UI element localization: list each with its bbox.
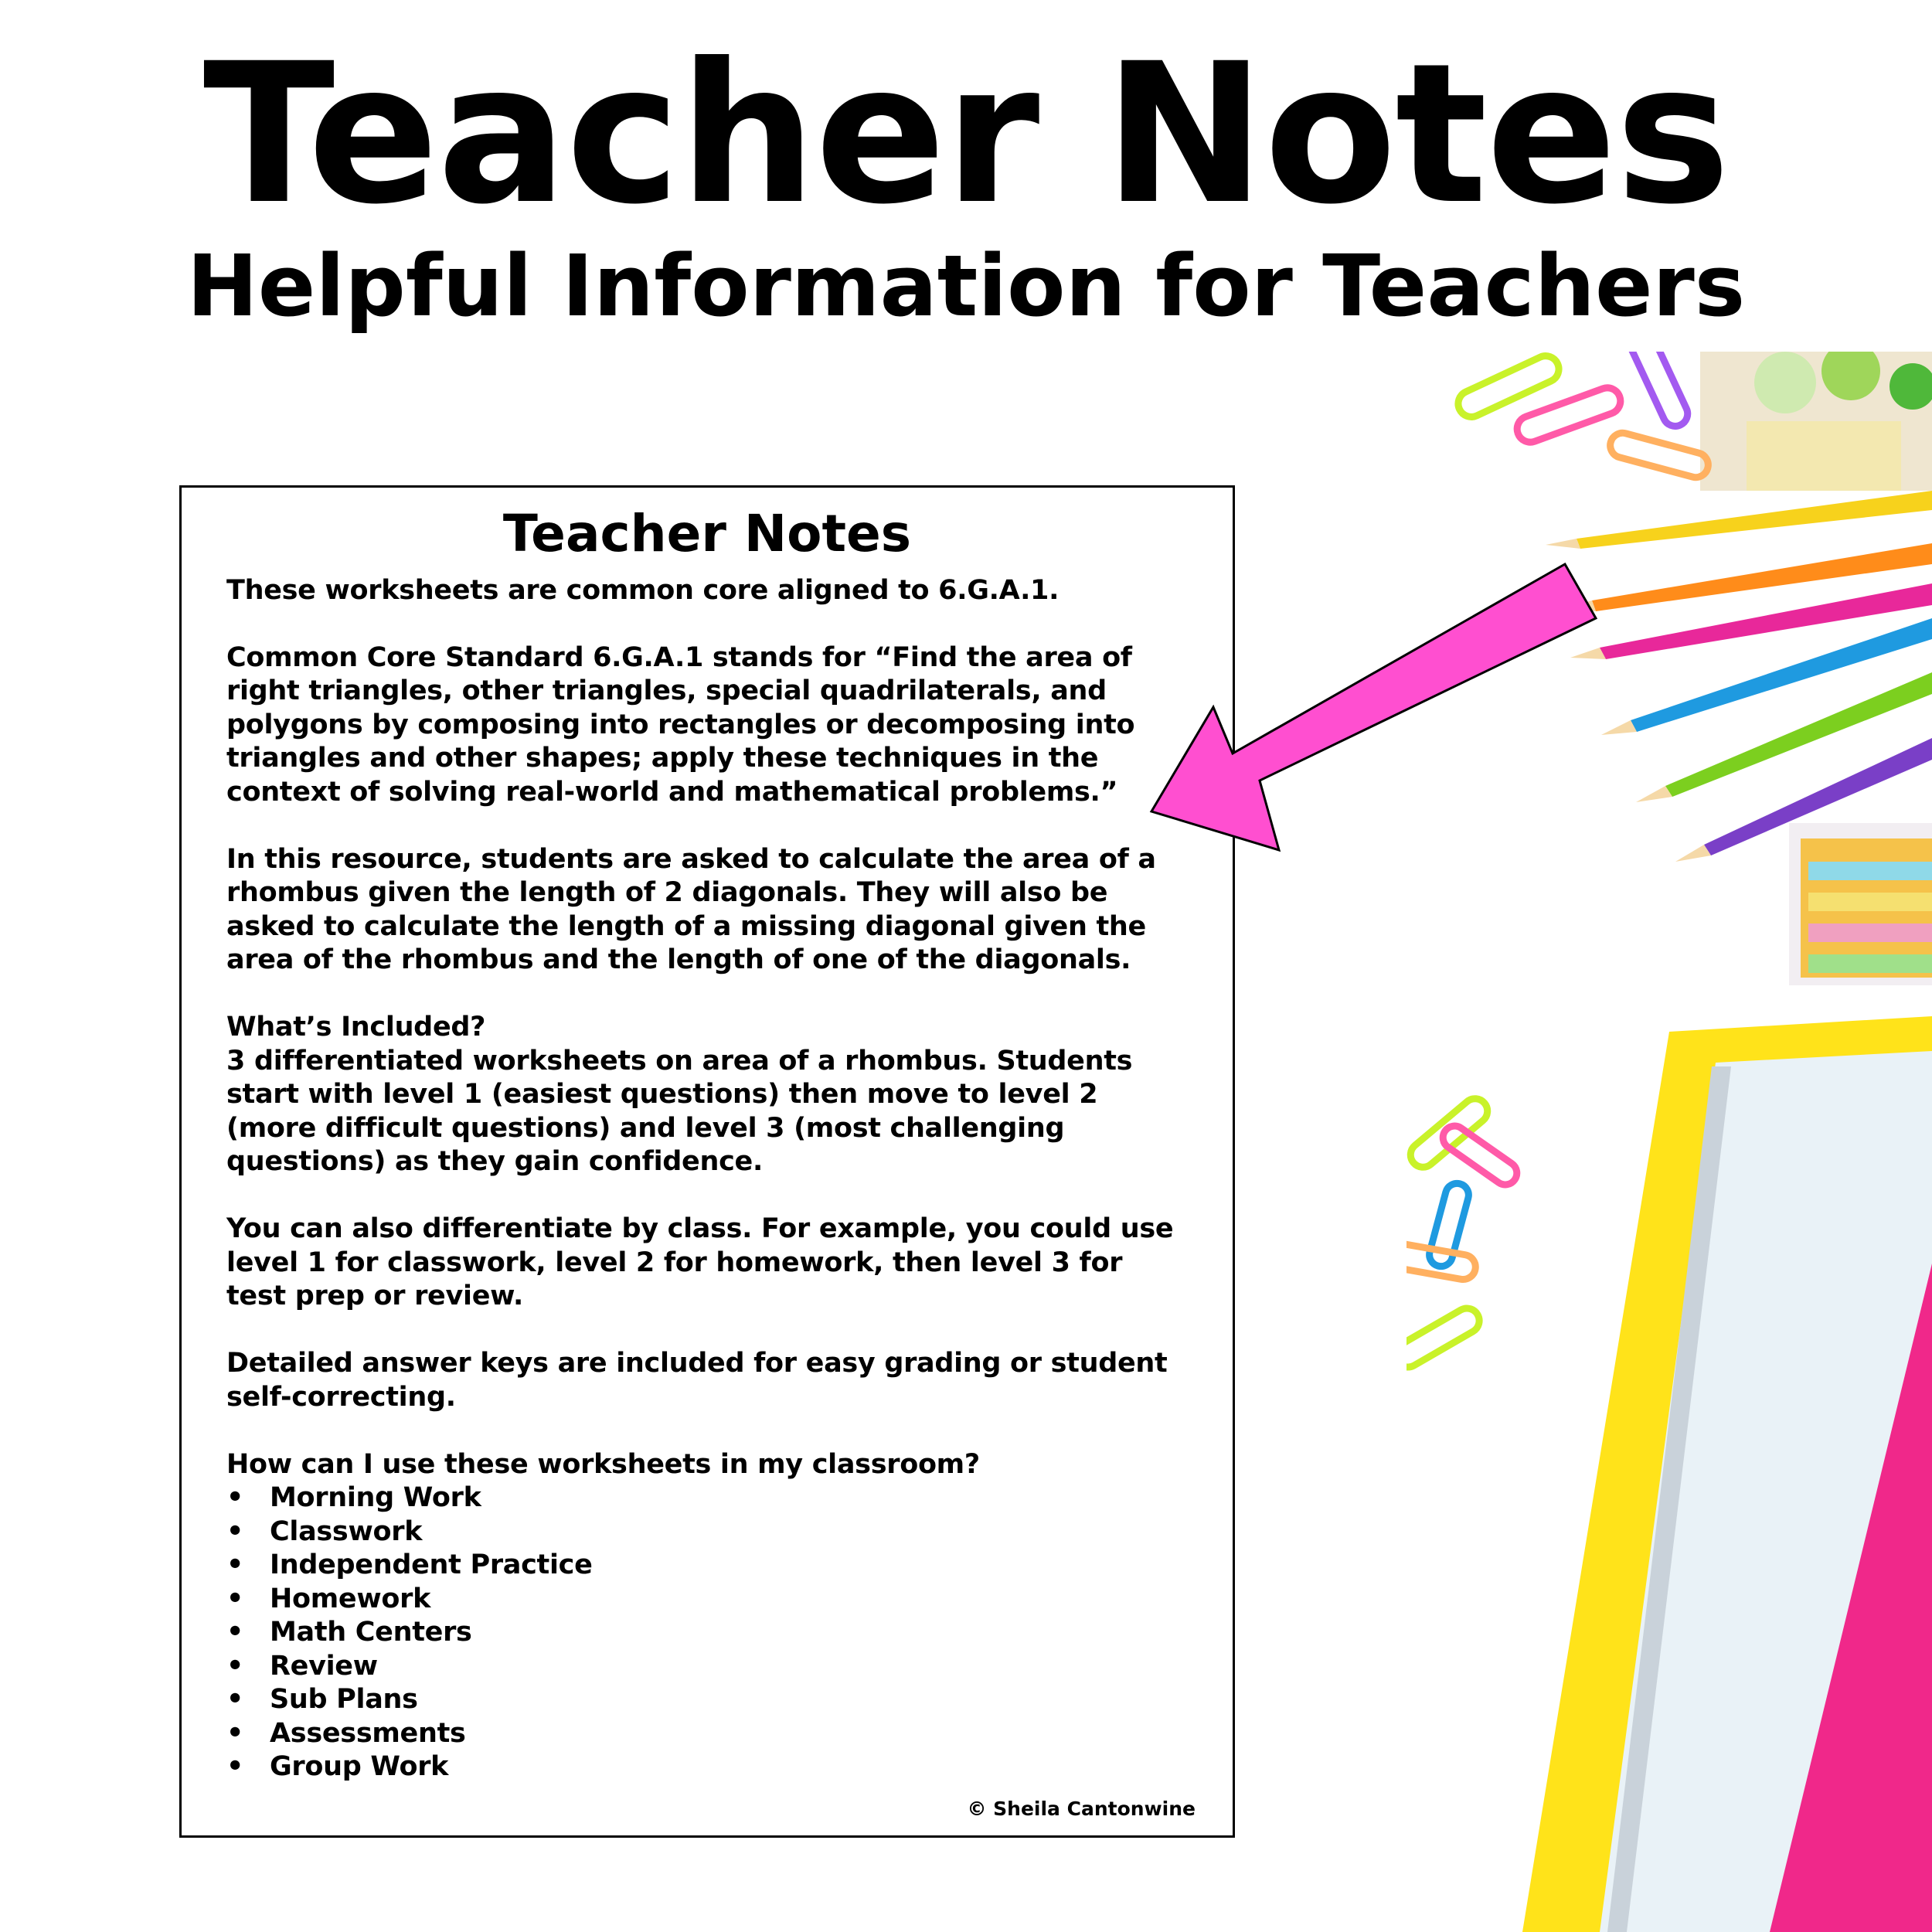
arrow-icon [1144, 556, 1623, 881]
list-item: • Morning Work [226, 1481, 1189, 1515]
main-title: Teacher Notes [202, 22, 1730, 247]
answer-keys-text: Detailed answer keys are included for easy grading or student self-correcting. [226, 1348, 1168, 1413]
list-item: • Independent Practice [226, 1549, 1189, 1583]
list-item: • Sub Plans [226, 1683, 1189, 1717]
list-item: • Group Work [226, 1750, 1189, 1784]
list-item: • Classwork [226, 1515, 1189, 1549]
page-title: Teacher Notes [502, 504, 912, 563]
list-item: • Math Centers [226, 1616, 1189, 1650]
uses-list [226, 1481, 1189, 1784]
intro-text: These worksheets are common core aligned to 6.G.A.1. [226, 574, 1060, 606]
paper-clip-icon [1454, 352, 1711, 480]
uses-heading: How can I use these worksheets in my classroom? [226, 1448, 980, 1480]
included-text: 3 differentiated worksheets on area of a rhombus. Students start with level 1 (easiest questions) then move to level 2 (more difficult questions) and level 3 (most challenging questions) as they gain confidence. [226, 1045, 1133, 1178]
list-item: • Homework [226, 1583, 1189, 1617]
pencil-box-icon [1789, 823, 1932, 985]
teacher-notes-page [179, 485, 1235, 1838]
list-item: • Review [226, 1650, 1189, 1684]
main-subtitle: Helpful Information for Teachers [186, 236, 1746, 335]
differentiate-text: You can also differentiate by class. For example, you could use level 1 for classwork, level 2 for homework, then level 3 for test prep or review. [226, 1213, 1174, 1312]
included-heading: What’s Included? [226, 1012, 486, 1043]
resource-text: In this resource, students are asked to calculate the area of a rhombus given the length of 2 diagonals. They will also be asked to calculate the length of a missing diagonal given the area of the rhombus and the length of one of the diagonals. [226, 843, 1156, 976]
standard-text: Common Core Standard 6.G.A.1 stands for “Find the area of right triangles, other triangles, special quadrilaterals, and polygons by composing into rectangles or decomposing into triangles and other shapes; apply these techniques in the context of solving real-world and mathematical problems.” [226, 641, 1135, 808]
paper-clip-icon [1406, 1094, 1522, 1372]
list-item: • Assessments [226, 1717, 1189, 1751]
notebook-icon [1522, 1016, 1932, 1932]
page-body [182, 574, 1233, 1784]
copyright-text: © Sheila Cantonwine [967, 1798, 1196, 1820]
